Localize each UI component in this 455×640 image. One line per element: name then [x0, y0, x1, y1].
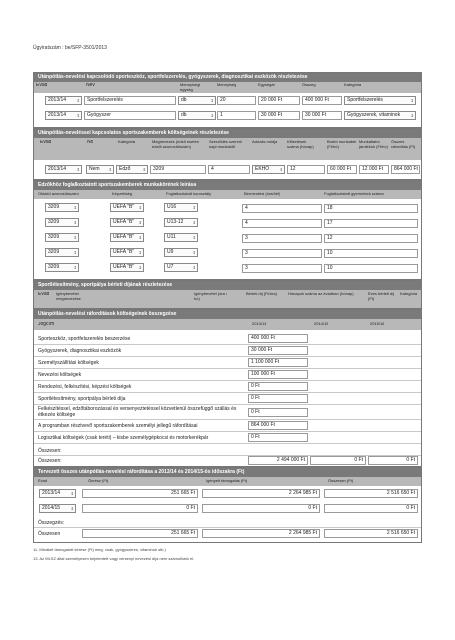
header-category: Kategória: [400, 292, 418, 296]
hours-input[interactable]: 3: [242, 264, 322, 273]
total-value: 0 Ft: [324, 504, 418, 513]
cost-row-label: Rendezési, felkészítési, képzési költségek: [38, 384, 132, 390]
coach-id-select[interactable]: 3209 ⇕: [45, 263, 79, 272]
footnote: 11. Mindkét támogatott kérése (Ft) meg. csak, gyógyszeres, vitaminok stb.): [33, 547, 166, 552]
age-group-select[interactable]: U7 ⇕: [164, 263, 198, 272]
row-divider: [34, 404, 421, 405]
grand-total-label: Összesen: [38, 531, 61, 537]
summary-label: Összesen:: [38, 448, 62, 454]
total-season-1: 2 494 000 Ft: [248, 456, 308, 465]
header-own-share: Önrész (Ft): [88, 479, 109, 483]
sum-input[interactable]: 30 000 Ft: [302, 111, 342, 120]
planned-total-section: [33, 467, 422, 543]
qualification-select[interactable]: UEFA "B" ⇕: [110, 263, 144, 272]
cost-summary-section-title: Utánpótlás-nevelési ráfordítások költségeinek összegzése: [34, 310, 421, 319]
item-name-input[interactable]: Gyógyszer: [84, 111, 176, 120]
gross-wage-input[interactable]: 60 000 Ft: [327, 165, 357, 174]
total-season-2: 0 Ft: [310, 456, 366, 465]
header-total: Összesen (Ft): [328, 479, 354, 483]
header-season-1: 2013/14: [252, 322, 267, 326]
document-number: Ügyiratszám : be/SFP-3501/2013: [33, 45, 107, 51]
header-unit-price: Egységár: [258, 83, 275, 87]
header-hours: Bérmentési (óra/hét): [244, 192, 281, 196]
total-season-3: 0 Ft: [368, 456, 418, 465]
season-select[interactable]: 2013/14 ⇕: [45, 111, 82, 120]
tax-select[interactable]: EKHO ⇕: [252, 165, 285, 174]
coach-id-select[interactable]: 3209 ⇕: [45, 218, 79, 227]
header-evad: Évad: [40, 140, 52, 145]
age-group-select[interactable]: U11 ⇕: [164, 233, 198, 242]
grand-total-sum: 2 516 650 Ft: [324, 529, 418, 538]
cost-row-value[interactable]: 100 000 Ft: [248, 370, 308, 379]
planned-total-header-row: [34, 477, 421, 486]
designation-input[interactable]: 3209: [150, 165, 206, 174]
header-usage-hours: Igénybevétel (óra / hó): [194, 292, 228, 301]
unit-select[interactable]: db ⇕: [178, 96, 216, 105]
header-designation: Megnevezés (edző esetén edzői azonosítószám): [152, 140, 199, 149]
cost-row-value[interactable]: 400 000 Ft: [248, 334, 308, 343]
children-input[interactable]: 18: [324, 204, 418, 213]
staff-cost-section: [33, 128, 422, 180]
header-worktime: Szerződés szerinti napi munkaidő: [209, 140, 242, 149]
cost-row-value[interactable]: 0 Ft: [248, 433, 308, 442]
header-sum: Összeg: [302, 83, 316, 87]
contrib-input[interactable]: 12 000 Ft: [359, 165, 389, 174]
row-divider: [34, 344, 421, 345]
header-evad: Évad: [38, 292, 50, 297]
equipment-section-title: Utánpótlás-nevelési kapcsolódó sporteszköz, sportfelszerelés, gyógyszerek, diagnosztikai eszközök részletezése: [34, 73, 421, 82]
cost-row-value[interactable]: 0 Ft: [248, 408, 308, 417]
children-input[interactable]: 10: [324, 264, 418, 273]
header-annual-rent: Éves bérleti díj (Ft): [368, 292, 395, 301]
header-category: Kategória: [344, 83, 362, 87]
header-season-2: 2014/15: [314, 322, 329, 326]
season-select[interactable]: 2013/14 ⇕: [45, 96, 82, 105]
hours-input[interactable]: 4: [242, 219, 322, 228]
age-group-select[interactable]: U16 ⇕: [164, 203, 198, 212]
row-divider: [34, 368, 421, 369]
cost-row-value[interactable]: 0 Ft: [248, 382, 308, 391]
qualification-select[interactable]: UEFA "B" ⇕: [110, 203, 144, 212]
coach-id-select[interactable]: 3209 ⇕: [45, 203, 79, 212]
header-rent-rate: Bérleti díj (Ft/óra): [246, 292, 277, 296]
hours-input[interactable]: 4: [242, 204, 322, 213]
coach-work-section: [33, 180, 422, 280]
staff-category-select[interactable]: Edző ⇕: [116, 165, 148, 174]
season-select[interactable]: 2014/15 ⇕: [39, 504, 76, 513]
cost-summary-header-row: [34, 319, 421, 330]
row-divider: [34, 443, 421, 444]
item-name-input[interactable]: Sportfelszerelés: [84, 96, 176, 105]
unit-select[interactable]: db ⇕: [178, 111, 216, 120]
quantity-input[interactable]: 1: [217, 111, 256, 120]
grand-total-own-share: 251 665 Ft: [82, 529, 198, 538]
header-months: Kifizetések száma (hónap): [287, 140, 314, 149]
own-share-value: 251 665 Ft: [82, 489, 198, 498]
coach-id-select[interactable]: 3209 ⇕: [45, 233, 79, 242]
header-category: Kategória: [118, 140, 136, 144]
planned-total-section-title: Tervezett összes utánpótlás-nevelési ráfordítása a 2013/14 és 2014/15-ös időszakra (Ft): [34, 468, 421, 477]
facility-rent-section-title: Sportlétesítmény, sportpálya bérleti díjának részletezése: [34, 281, 421, 290]
cost-summary-section: [33, 309, 422, 467]
hours-input[interactable]: 3: [242, 234, 322, 243]
children-input[interactable]: 12: [324, 234, 418, 243]
season-select[interactable]: 2013/14 ⇕: [39, 489, 76, 498]
header-jogcim: Jogcím: [38, 322, 55, 327]
header-children: Foglalkoztatott gyermekek száma: [324, 192, 384, 196]
summary-label: Összegzés:: [38, 520, 65, 526]
coach-work-header-row: [34, 190, 421, 199]
cost-row-value[interactable]: 1 100 000 Ft: [248, 358, 308, 367]
children-input[interactable]: 17: [324, 219, 418, 228]
header-age-group: Foglalkoztatott korosztály: [166, 192, 212, 196]
season-select[interactable]: 2013/14 ⇕: [45, 165, 82, 174]
grand-total-support: 2 264 985 Ft: [202, 529, 320, 538]
worktime-input[interactable]: 4: [208, 165, 250, 174]
cost-row-label: Nevezési költségek: [38, 372, 82, 378]
row-divider: [34, 380, 421, 381]
header-usage-name: Igénybevétel megnevezése: [56, 292, 81, 301]
total-cost-input[interactable]: 864 000 Ft: [391, 165, 420, 174]
cost-row-label: Felkészítéssel, edzőtáborozással és versenyeztetéssel közvetlenül összefüggő szállás és étkezés költsége: [38, 406, 237, 418]
category-select[interactable]: Sportfelszerelés ⇕: [344, 96, 416, 105]
header-evad: Évad: [38, 479, 48, 483]
equipment-section: [33, 72, 422, 128]
header-requested-support: Igényelt támogatás (Ft): [206, 479, 248, 483]
header-gross: Bruttó munkabér (Ft/hó): [327, 140, 357, 149]
cost-row-value[interactable]: 30 000 Ft: [248, 346, 308, 355]
footnote: 13. Az MLSZ által személyesen bejelentett vagy versenyi nevezési díja nem számolható el.: [33, 556, 195, 561]
qualification-select[interactable]: UEFA "B" ⇕: [110, 248, 144, 257]
gender-select[interactable]: Nem ⇕: [86, 165, 114, 174]
row-divider: [34, 431, 421, 432]
row-divider: [34, 356, 421, 357]
header-unit: Mennyiségi egység: [180, 83, 201, 92]
category-select[interactable]: Gyógyszerek, vitaminok ⇕: [344, 111, 416, 120]
equipment-header-row: [34, 82, 421, 93]
cost-row-label: Sportlétesítmény, sportpálya bérleti díja: [38, 396, 126, 402]
cost-row-label: Sporteszköz, sportfelszerelés beszerzése: [38, 336, 131, 342]
total-label: Összesen:: [38, 458, 62, 464]
sum-input[interactable]: 400 000 Ft: [302, 96, 342, 105]
unit-price-input[interactable]: 30 000 Ft: [258, 111, 300, 120]
header-evad: Évad: [36, 83, 48, 88]
staff-cost-section-title: Utánpótlás-neveléssel kapcsolatos sportszakemberek költségeinek részletezése: [34, 129, 421, 138]
header-contrib: Munkáltatói járulékok (Ft/hó): [359, 140, 388, 149]
cost-row-value[interactable]: 0 Ft: [248, 394, 308, 403]
facility-rent-section: [33, 280, 422, 309]
row-divider: [34, 527, 421, 528]
facility-rent-header-row: [34, 290, 421, 308]
header-qualification: Képzettség: [112, 192, 133, 196]
header-rent-months: Hónapok száma az évadban (hónap): [288, 292, 354, 296]
cost-row-value[interactable]: 864 000 Ft: [248, 421, 308, 430]
cost-row-label: A programban résztvevő sportszakemberek személyi jellegű ráfordításai: [38, 423, 198, 429]
coach-work-section-title: Edzőkhöz foglalkoztatott sportszakemberek munkakörének leírása: [34, 181, 421, 190]
header-coach-id: Oktatói azonosítószám: [38, 192, 79, 196]
cost-row-label: Gyógyszerek, diagnosztikai eszközök: [38, 348, 122, 354]
qualification-select[interactable]: UEFA "B" ⇕: [110, 218, 144, 227]
header-tax: Adózás módja: [252, 140, 278, 144]
hours-input[interactable]: 3: [242, 249, 322, 258]
row-divider: [34, 392, 421, 393]
unit-price-input[interactable]: 20 000 Ft: [258, 96, 300, 105]
row-divider: [34, 419, 421, 420]
coach-id-select[interactable]: 3209 ⇕: [45, 248, 79, 257]
own-share-value: 0 Ft: [82, 504, 198, 513]
cost-row-label: Logisztikai költségek (csak teréti) – kisbe személygépkocsi és motorkerékpár: [38, 435, 209, 441]
header-gender: Nő: [87, 140, 94, 145]
months-input[interactable]: 12: [287, 165, 325, 174]
header-total: Összes ráfordítás (Ft): [391, 140, 416, 149]
total-value: 2 516 650 Ft: [324, 489, 418, 498]
header-qty: Mennyiség: [217, 83, 237, 87]
age-group-select[interactable]: U13-12 ⇕: [164, 218, 198, 227]
header-season-3: 2015/16: [370, 322, 385, 326]
staff-cost-header-row: [34, 138, 421, 160]
cost-row-label: Személyszállítási költségek: [38, 360, 99, 366]
header-nev: Név: [86, 83, 95, 88]
quantity-input[interactable]: 20: [217, 96, 256, 105]
requested-support-value: 2 264 985 Ft: [202, 489, 320, 498]
children-input[interactable]: 10: [324, 249, 418, 258]
requested-support-value: 0 Ft: [202, 504, 320, 513]
age-group-select[interactable]: U9 ⇕: [164, 248, 198, 257]
qualification-select[interactable]: UEFA "B" ⇕: [110, 233, 144, 242]
